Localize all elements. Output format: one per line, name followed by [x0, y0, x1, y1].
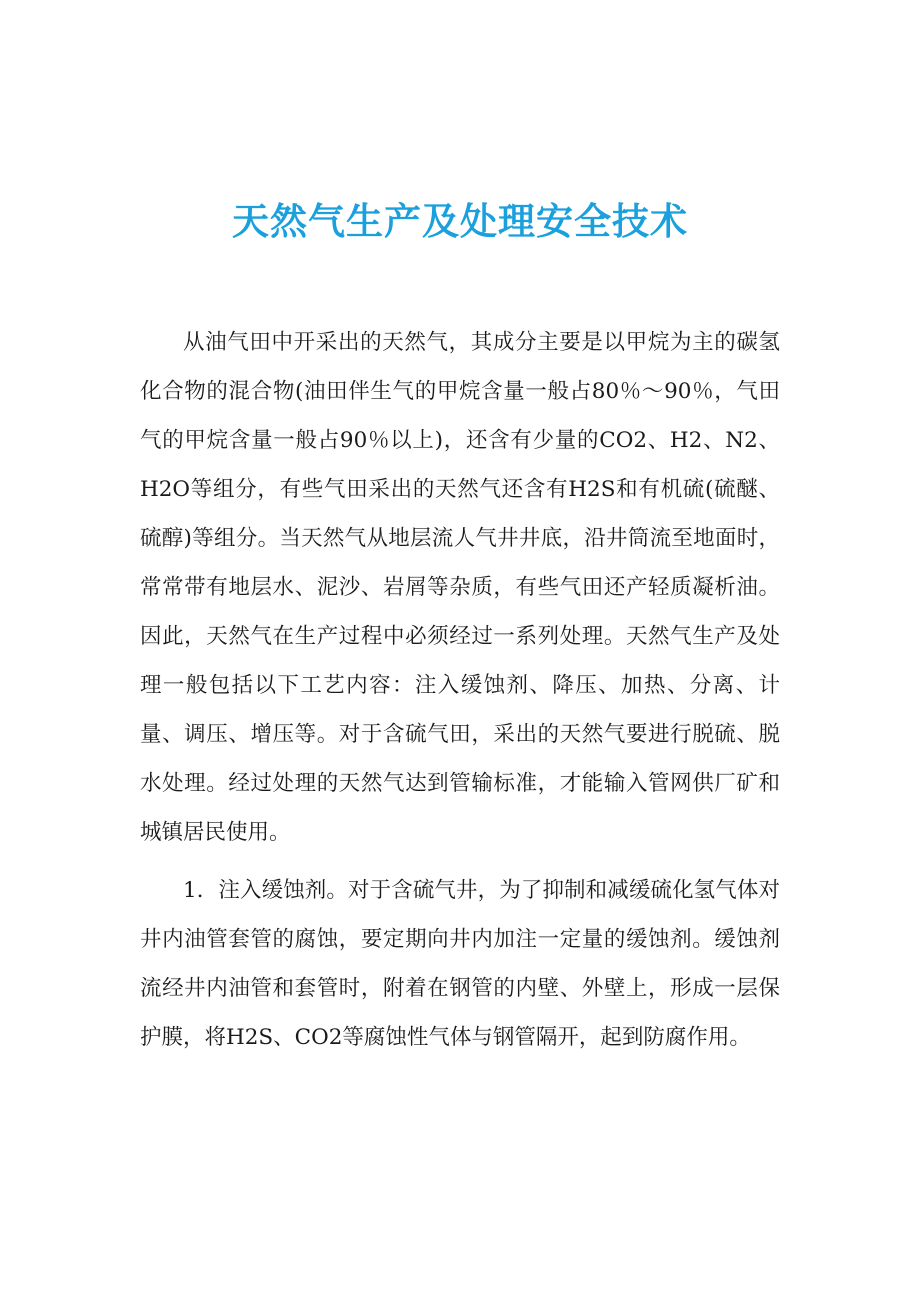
document-title: 天然气生产及处理安全技术 [232, 200, 688, 243]
paragraph-composition: 从油气田中开采出的天然气，其成分主要是以甲烷为主的碳氢化合物的混合物(油田伴生气的甲烷含量一般占80％～90％，气田气的甲烷含量一般占90％以上)，还含有少量的CO2、H2、N2、H2O等组分，有些气田采出的天然气还含有H2S和有机硫(硫醚、硫醇)等组分。当天然气从地层流人气井井底，沿井筒流至地面时，常常带有地层水、泥沙、岩屑等杂质，有些气田还产轻质凝析油。因此，天然气在生产过程中必须经过一系列处理。天然气生产及处理一般包括以下工艺内容：注入缓蚀剂、降压、加热、分离、计量、调压、增压等。对于含硫气田，采出的天然气要进行脱硫、脱水处理。经过处理的天然气达到管输标准，才能输入管网供厂矿和城镇居民使用。 [140, 330, 780, 845]
paragraph-corrosion-inhibitor: 1．注入缓蚀剂。对于含硫气井，为了抑制和减缓硫化氢气体对井内油管套管的腐蚀，要定期向井内加注一定量的缓蚀剂。缓蚀剂流经井内油管和套管时，附着在钢管的内壁、外壁上，形成一层保护膜，将H2S、CO2等腐蚀性气体与钢管隔开，起到防腐作用。 [140, 878, 780, 1050]
